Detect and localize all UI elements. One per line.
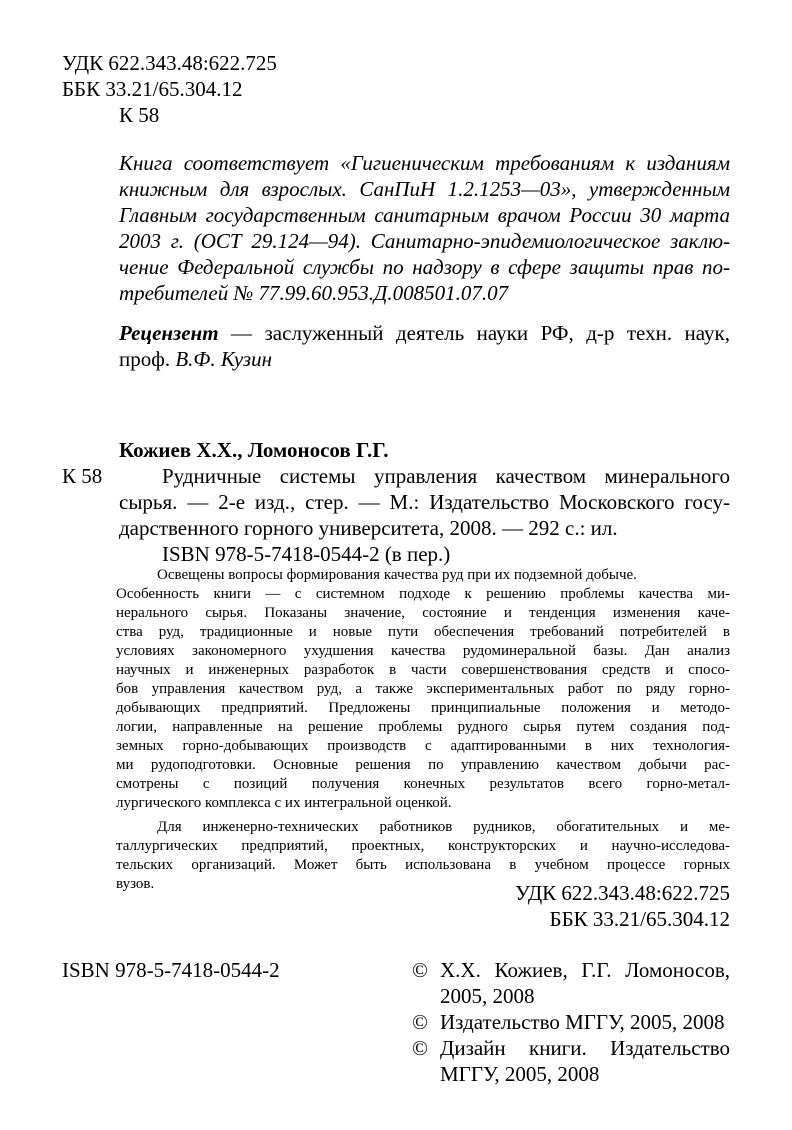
copyright-1-line-1: Х.Х. Кожиев, Г.Г. Ломоносов, bbox=[440, 958, 730, 982]
catalog-mark: К 58 bbox=[62, 464, 103, 488]
annotation-line-15: таллургических предприятий, проектных, конструкторских и научно-исследова- bbox=[116, 838, 730, 854]
annotation-line-10: земных горно-добывающих производств с адаптированными в них технология- bbox=[116, 738, 730, 754]
bbk-bottom: ББК 33.21/65.304.12 bbox=[549, 907, 730, 931]
sanpin-line-5: чение Федеральной службы по надзору в сфере защиты прав по- bbox=[119, 255, 730, 279]
annotation-line-7: бов управления качеством руд, а также экспериментальных работ по ряду горно- bbox=[116, 681, 730, 697]
sanpin-line-2: книжным для взрослых. СанПиН 1.2.1253—03», утвержденным bbox=[119, 177, 730, 201]
copyright-symbol-1: © bbox=[412, 958, 428, 982]
copyright-1-line-2: 2005, 2008 bbox=[440, 984, 535, 1008]
bib-line-2: сырья. — 2-е изд., стер. — М.: Издательство Московского госу- bbox=[119, 490, 730, 514]
sanpin-line-1: Книга соответствует «Гигиеническим требованиям к изданиям bbox=[119, 151, 730, 175]
author-mark-top: К 58 bbox=[119, 103, 160, 127]
sanpin-line-3: Главным государственным санитарным врачом России 30 марта bbox=[119, 203, 730, 227]
reviewer-description: — заслуженный деятель науки РФ, д-р техн. наук, bbox=[218, 321, 730, 345]
annotation-line-6: научных и инженерных разработок в части совершенствования средств и спосо- bbox=[116, 662, 730, 678]
copyright-symbol-2: © bbox=[412, 1010, 428, 1034]
copyright-symbol-3: © bbox=[412, 1036, 428, 1060]
annotation-line-9: логии, направленные на решение проблемы рудного сырья путем создания под- bbox=[116, 719, 730, 735]
udk-top: УДК 622.343.48:622.725 bbox=[62, 51, 277, 75]
annotation-line-1: Освещены вопросы формирования качества руд при их подземной добыче. bbox=[157, 567, 637, 583]
copyright-2-line-1: Издательство МГГУ, 2005, 2008 bbox=[440, 1010, 725, 1034]
bib-line-1: Рудничные системы управления качеством минерального bbox=[162, 464, 730, 488]
reviewer-line-1 bbox=[119, 320, 730, 346]
annotation-line-8: добывающих предприятий. Предложены принципиальные положения и методо- bbox=[116, 700, 730, 716]
annotation-line-2: Особенность книги — с системном подходе к решению проблемы качества ми- bbox=[116, 586, 730, 602]
copyright-3-line-1: Дизайн книги. Издательство bbox=[440, 1036, 730, 1060]
isbn-bottom: ISBN 978-5-7418-0544-2 bbox=[62, 958, 280, 982]
annotation-line-5: условиях закономерного ухудшения качества рудоминеральной базы. Дан анализ bbox=[116, 643, 730, 659]
annotation-line-3: нерального сырья. Показаны значение, состояние и тенденция изменения каче- bbox=[116, 605, 730, 621]
copyright-3-line-2: МГГУ, 2005, 2008 bbox=[440, 1062, 600, 1086]
sanpin-line-4: 2003 г. (ОСТ 29.124—94). Санитарно-эпидемиологическое заклю- bbox=[119, 229, 730, 253]
annotation-line-16: тельских организаций. Может быть использована в учебном процессе горных bbox=[116, 857, 730, 873]
bib-line-3: дарственного горного университета, 2008. — 292 с.: ил. bbox=[119, 516, 618, 540]
reviewer-label: Рецензент bbox=[119, 321, 219, 345]
annotation-line-13: лургического комплекса с их интегральной оценкой. bbox=[116, 795, 452, 811]
bbk-top: ББК 33.21/65.304.12 bbox=[62, 77, 243, 101]
sanpin-line-6: требителей № 77.99.60.953.Д.008501.07.07 bbox=[119, 281, 509, 305]
reviewer-name: В.Ф. Кузин bbox=[175, 347, 273, 371]
authors-heading: Кожиев Х.Х., Ломоносов Г.Г. bbox=[119, 438, 389, 462]
isbn-line: ISBN 978-5-7418-0544-2 (в пер.) bbox=[162, 542, 451, 566]
annotation-line-12: смотрены с позиций получения конечных результатов всего горно-метал- bbox=[116, 776, 730, 792]
annotation-line-17: вузов. bbox=[116, 876, 155, 892]
reviewer-prefix: проф. bbox=[119, 347, 176, 371]
annotation-line-11: ми рудоподготовки. Основные решения по управлению качеством добычи рас- bbox=[116, 757, 730, 773]
reviewer-line-2 bbox=[119, 346, 272, 372]
annotation-line-4: ства руд, традиционные и новые пути обеспечения требований потребителей в bbox=[116, 624, 730, 640]
annotation-line-14: Для инженерно-технических работников рудников, обогатительных и ме- bbox=[157, 819, 730, 835]
udk-bottom: УДК 622.343.48:622.725 bbox=[515, 881, 730, 905]
